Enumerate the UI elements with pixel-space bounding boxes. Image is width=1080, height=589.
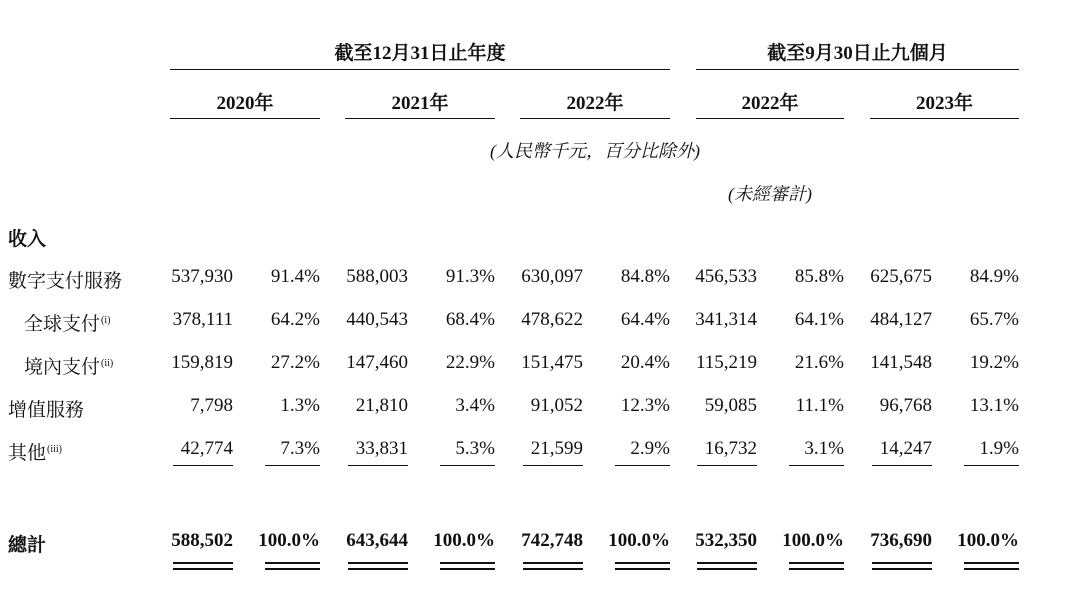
amount-cell: 141,548 bbox=[870, 352, 932, 373]
percent-cell: 1.9% bbox=[979, 438, 1019, 459]
row-label-global-payment: 全球支付$^{(i)}$ bbox=[24, 314, 111, 335]
amount-cell: 484,127 bbox=[870, 309, 932, 330]
currency-note: (人民幣千元，百分比除外) bbox=[490, 141, 700, 161]
percent-cell: 27.2% bbox=[270, 352, 320, 373]
total-percent-cell: 100.0% bbox=[608, 530, 670, 551]
amount-cell: 151,475 bbox=[521, 352, 583, 373]
amount-cell: 147,460 bbox=[346, 352, 408, 373]
section-label-revenue: 收入 bbox=[8, 229, 47, 250]
subtotal-underline bbox=[615, 465, 670, 466]
percent-cell: 3.4% bbox=[455, 395, 495, 416]
total-double-underline bbox=[348, 568, 408, 570]
group-underline-ninemonth bbox=[696, 69, 1019, 70]
row-label-digital-payment: 數字支付服務 bbox=[8, 271, 123, 292]
total-double-underline bbox=[964, 562, 1019, 564]
percent-cell: 13.1% bbox=[969, 395, 1019, 416]
percent-cell: 64.1% bbox=[794, 309, 844, 330]
year-header-2022-9m: 2022年 bbox=[741, 93, 799, 114]
unaudited-note: (未經審計) bbox=[728, 184, 812, 204]
subtotal-underline bbox=[265, 465, 320, 466]
total-double-underline bbox=[265, 568, 320, 570]
total-double-underline bbox=[615, 562, 670, 564]
subtotal-underline bbox=[697, 465, 757, 466]
percent-cell: 19.2% bbox=[969, 352, 1019, 373]
amount-cell: 625,675 bbox=[870, 266, 932, 287]
amount-cell: 33,831 bbox=[355, 438, 408, 459]
amount-cell: 59,085 bbox=[704, 395, 757, 416]
total-double-underline bbox=[523, 568, 583, 570]
amount-cell: 456,533 bbox=[695, 266, 757, 287]
subtotal-underline bbox=[964, 465, 1019, 466]
row-label-domestic-payment: 境內支付$^{(ii)}$ bbox=[24, 357, 114, 378]
year-header-2022-fy: 2022年 bbox=[566, 93, 624, 114]
total-percent-cell: 100.0% bbox=[258, 530, 320, 551]
total-double-underline bbox=[789, 562, 844, 564]
group-header-fiscal-year: 截至12月31日止年度 bbox=[334, 43, 506, 64]
subtotal-underline bbox=[173, 465, 233, 466]
percent-cell: 22.9% bbox=[445, 352, 495, 373]
percent-cell: 84.9% bbox=[969, 266, 1019, 287]
percent-cell: 1.3% bbox=[280, 395, 320, 416]
subtotal-underline bbox=[440, 465, 495, 466]
percent-cell: 21.6% bbox=[794, 352, 844, 373]
total-percent-cell: 100.0% bbox=[782, 530, 844, 551]
footnote-marker: (ii) bbox=[101, 358, 114, 369]
subtotal-underline bbox=[523, 465, 583, 466]
amount-cell: 96,768 bbox=[879, 395, 932, 416]
amount-cell: 478,622 bbox=[521, 309, 583, 330]
year-underline bbox=[520, 118, 670, 119]
amount-cell: 588,003 bbox=[346, 266, 408, 287]
percent-cell: 20.4% bbox=[620, 352, 670, 373]
total-double-underline bbox=[872, 568, 932, 570]
total-percent-cell: 100.0% bbox=[433, 530, 495, 551]
percent-cell: 84.8% bbox=[620, 266, 670, 287]
group-underline-fiscal bbox=[170, 69, 670, 70]
amount-cell: 7,798 bbox=[190, 395, 233, 416]
footnote-marker: (i) bbox=[101, 315, 111, 326]
total-double-underline bbox=[173, 568, 233, 570]
group-header-nine-months: 截至9月30日止九個月 bbox=[767, 43, 948, 64]
percent-cell: 85.8% bbox=[794, 266, 844, 287]
total-double-underline bbox=[348, 562, 408, 564]
total-double-underline bbox=[173, 562, 233, 564]
total-double-underline bbox=[872, 562, 932, 564]
amount-cell: 91,052 bbox=[530, 395, 583, 416]
subtotal-underline bbox=[348, 465, 408, 466]
subtotal-underline bbox=[789, 465, 844, 466]
total-percent-cell: 100.0% bbox=[957, 530, 1019, 551]
total-double-underline bbox=[615, 568, 670, 570]
total-double-underline bbox=[964, 568, 1019, 570]
total-double-underline bbox=[697, 568, 757, 570]
percent-cell: 91.3% bbox=[445, 266, 495, 287]
amount-cell: 21,599 bbox=[530, 438, 583, 459]
amount-cell: 378,111 bbox=[172, 309, 233, 330]
amount-cell: 159,819 bbox=[171, 352, 233, 373]
year-underline bbox=[345, 118, 495, 119]
total-double-underline bbox=[440, 568, 495, 570]
footnote-marker: (iii) bbox=[47, 444, 63, 455]
amount-cell: 537,930 bbox=[171, 266, 233, 287]
amount-cell: 630,097 bbox=[521, 266, 583, 287]
amount-cell: 16,732 bbox=[704, 438, 757, 459]
amount-cell: 341,314 bbox=[695, 309, 757, 330]
amount-cell: 440,543 bbox=[346, 309, 408, 330]
amount-cell: 21,810 bbox=[355, 395, 408, 416]
year-underline bbox=[870, 118, 1019, 119]
total-double-underline bbox=[440, 562, 495, 564]
percent-cell: 64.2% bbox=[270, 309, 320, 330]
percent-cell: 64.4% bbox=[620, 309, 670, 330]
year-underline bbox=[696, 118, 844, 119]
total-double-underline bbox=[523, 562, 583, 564]
percent-cell: 65.7% bbox=[969, 309, 1019, 330]
subtotal-underline bbox=[872, 465, 932, 466]
total-amount-cell: 588,502 bbox=[171, 530, 233, 551]
total-double-underline bbox=[789, 568, 844, 570]
row-label-value-added: 增值服務 bbox=[8, 400, 85, 421]
percent-cell: 5.3% bbox=[455, 438, 495, 459]
total-amount-cell: 742,748 bbox=[521, 530, 583, 551]
amount-cell: 115,219 bbox=[695, 352, 757, 373]
percent-cell: 12.3% bbox=[620, 395, 670, 416]
total-double-underline bbox=[265, 562, 320, 564]
amount-cell: 14,247 bbox=[879, 438, 932, 459]
percent-cell: 68.4% bbox=[445, 309, 495, 330]
year-header-2020: 2020年 bbox=[216, 93, 274, 114]
total-amount-cell: 532,350 bbox=[695, 530, 757, 551]
row-label-others: 其他$^{(iii)}$ bbox=[8, 443, 63, 464]
percent-cell: 91.4% bbox=[270, 266, 320, 287]
percent-cell: 7.3% bbox=[280, 438, 320, 459]
total-double-underline bbox=[697, 562, 757, 564]
percent-cell: 2.9% bbox=[630, 438, 670, 459]
total-amount-cell: 643,644 bbox=[346, 530, 408, 551]
row-label-total: 總計 bbox=[8, 535, 47, 556]
year-header-2021: 2021年 bbox=[391, 93, 449, 114]
percent-cell: 3.1% bbox=[804, 438, 844, 459]
amount-cell: 42,774 bbox=[180, 438, 233, 459]
year-underline bbox=[170, 118, 320, 119]
percent-cell: 11.1% bbox=[795, 395, 844, 416]
year-header-2023-9m: 2023年 bbox=[915, 93, 973, 114]
total-amount-cell: 736,690 bbox=[870, 530, 932, 551]
